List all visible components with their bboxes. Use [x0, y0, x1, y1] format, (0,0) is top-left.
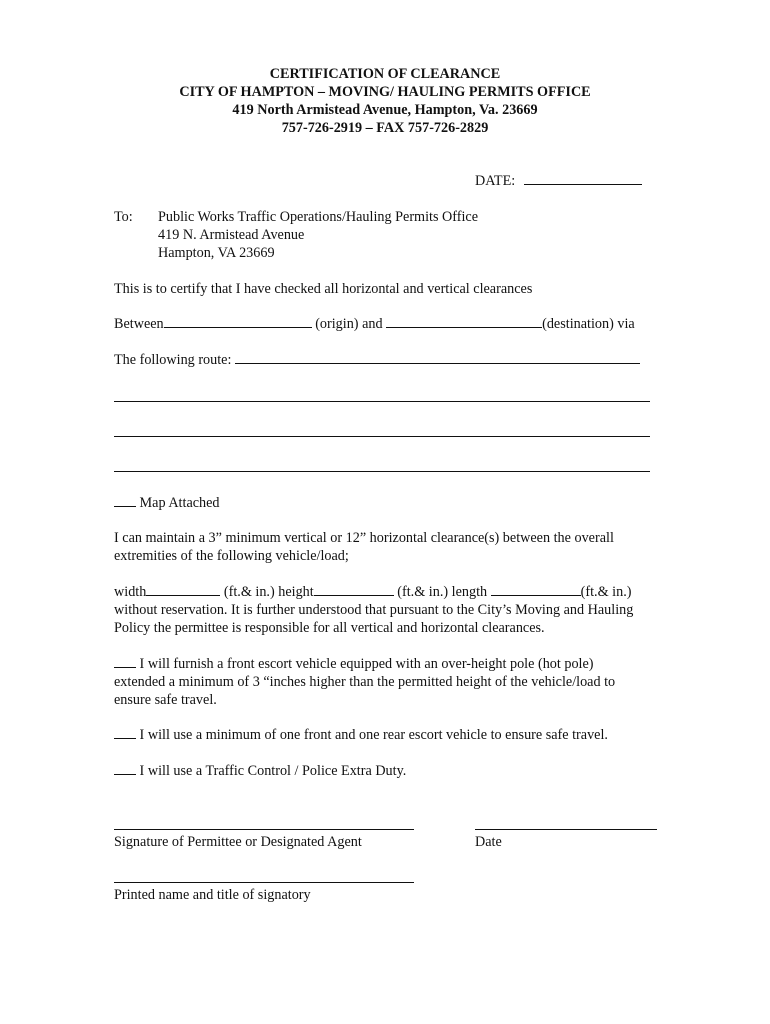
date-row [475, 172, 642, 190]
date-field[interactable] [524, 172, 642, 185]
signature-line[interactable] [114, 829, 414, 830]
map-attached-row [114, 494, 220, 512]
office-phone-fax: 757-726-2919 – FAX 757-726-2829 [281, 120, 489, 136]
form-header [0, 65, 770, 137]
route-line-2[interactable] [114, 401, 650, 402]
width-unit: (ft.& in.) height [223, 584, 314, 600]
front-escort-hot-pole-option [114, 655, 684, 709]
signature-label: Signature of Permittee or Designated Agent [114, 834, 362, 850]
dimensions-line-3: Policy the permittee is responsible for all vertical and horizontal clearances. [114, 620, 545, 636]
to-label: To: [114, 209, 133, 225]
height-unit: (ft.& in.) length [397, 584, 488, 600]
front-rear-escort-checkbox[interactable] [114, 726, 136, 739]
width-label: width [114, 584, 147, 600]
clearance-line-2: extremities of the following vehicle/load; [114, 548, 349, 564]
dimensions-row [114, 583, 684, 601]
between-label: Between [114, 316, 164, 332]
route-row [114, 351, 640, 369]
office-name: CITY OF HAMPTON – MOVING/ HAULING PERMITS OFFICE [179, 84, 591, 100]
destination-field[interactable] [386, 315, 542, 328]
dimensions-paragraph [114, 583, 684, 637]
date-label: DATE: [475, 173, 516, 189]
to-line-2: 419 N. Armistead Avenue [158, 227, 305, 243]
clearance-line-1: I can maintain a 3” minimum vertical or 12” horizontal clearance(s) between the overall [114, 530, 614, 546]
certify-text: This is to certify that I have checked all horizontal and vertical clearances [114, 281, 533, 297]
printed-name-line[interactable] [114, 882, 414, 883]
map-attached-checkbox[interactable] [114, 494, 136, 507]
origin-label: (origin) and [315, 316, 383, 332]
origin-field[interactable] [164, 315, 312, 328]
option1-line-3: ensure safe travel. [114, 692, 217, 708]
length-unit: (ft.& in.) [580, 584, 632, 600]
form-title: CERTIFICATION OF CLEARANCE [269, 66, 501, 82]
map-attached-label: Map Attached [139, 495, 220, 511]
to-line-3: Hampton, VA 23669 [158, 245, 275, 261]
between-row [114, 315, 635, 333]
to-line-1: Public Works Traffic Operations/Hauling Permits Office [158, 209, 479, 225]
police-extra-duty-option [114, 762, 406, 780]
route-line-3[interactable] [114, 436, 650, 437]
dimensions-line-2: without reservation. It is further understood that pursuant to the City’s Moving and Hauling [114, 602, 634, 618]
option2-text: I will use a minimum of one front and one rear escort vehicle to ensure safe travel. [139, 727, 608, 743]
width-field[interactable] [146, 583, 220, 596]
route-label: The following route: [114, 352, 232, 368]
option3-text: I will use a Traffic Control / Police Extra Duty. [139, 763, 407, 779]
option1-line-2: extended a minimum of 3 “inches higher than the permitted height of the vehicle/load to [114, 674, 616, 690]
destination-label: (destination) via [542, 316, 635, 332]
route-field[interactable] [235, 351, 640, 364]
printed-name-label: Printed name and title of signatory [114, 887, 311, 903]
police-extra-duty-checkbox[interactable] [114, 762, 136, 775]
length-field[interactable] [491, 583, 581, 596]
clearance-statement [114, 529, 684, 565]
height-field[interactable] [314, 583, 394, 596]
front-rear-escort-option [114, 726, 608, 744]
route-line-4[interactable] [114, 471, 650, 472]
to-address-block [158, 208, 478, 262]
option1-line-1: I will furnish a front escort vehicle equipped with an over-height pole (hot pole) [139, 656, 594, 672]
front-escort-hot-pole-checkbox[interactable] [114, 655, 136, 668]
signature-date-line[interactable] [475, 829, 657, 830]
office-address: 419 North Armistead Avenue, Hampton, Va. 23669 [232, 102, 538, 118]
signature-date-label: Date [475, 834, 502, 850]
